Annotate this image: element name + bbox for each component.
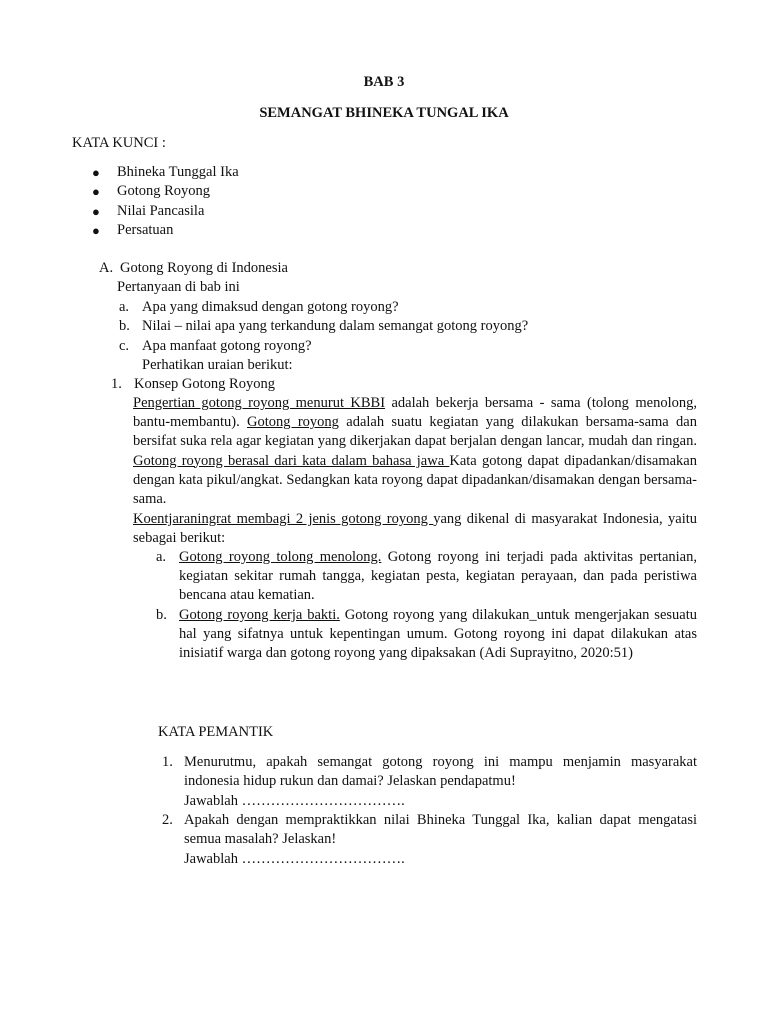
- answer-line: Jawablah …………………………….: [184, 851, 405, 867]
- type-marker: b.: [156, 607, 167, 623]
- type-title: Gotong royong tolong menolong.: [179, 549, 382, 565]
- gotong-royong-term: Gotong royong: [247, 414, 339, 431]
- pemantik-marker: 2.: [162, 812, 173, 828]
- question-marker: b.: [119, 318, 130, 334]
- chapter-label: BAB 3: [363, 74, 405, 90]
- keyword-item: Persatuan: [117, 222, 174, 238]
- question-item: Apa manfaat gotong royong?: [142, 338, 312, 354]
- concept-paragraph-2: Koentjaraningrat membagi 2 jenis gotong royong yang dikenal di masyarakat Indonesia, yaitu sebagai berikut:: [133, 511, 698, 547]
- type-item: Gotong royong tolong menolong. Gotong royong ini terjadi pada aktivitas pertanian, kegiatan sekitar rumah tangga, kegiatan pesta, kegiatan perayaan, dan pada peristiwa bencana atau kematian.: [179, 549, 697, 604]
- concept-marker: 1.: [111, 376, 122, 392]
- type-marker: a.: [156, 549, 167, 565]
- bullet-icon: ●: [92, 204, 100, 219]
- pemantik-heading: KATA PEMANTIK: [158, 724, 274, 740]
- question-marker: a.: [119, 299, 130, 315]
- koentjaraningrat-label: Koentjaraningrat membagi 2 jenis gotong royong: [133, 511, 434, 527]
- pemantik-question: Menurutmu, apakah semangat gotong royong ini mampu menjamin masyarakat indonesia hidup rukun dan damai? Jelaskan pendapatmu!: [184, 754, 697, 790]
- pemantik-question: Apakah dengan mempraktikkan nilai Bhineka Tunggal Ika, kalian dapat mengatasi semua masalah? Jelaskan!: [184, 812, 697, 848]
- section-a-heading: Gotong Royong di Indonesia: [120, 260, 288, 276]
- concept-heading: Konsep Gotong Royong: [134, 376, 275, 392]
- pemantik-marker: 1.: [162, 754, 173, 770]
- bullet-icon: ●: [92, 165, 100, 180]
- page-title: SEMANGAT BHINEKA TUNGAL IKA: [259, 105, 509, 121]
- type-item: Gotong royong kerja bakti. Gotong royong yang dilakukan_untuk mengerjakan sesuatu hal yang sifatnya untuk kepentingan umum. Gotong royong ini dapat dilakukan atas inisiatif warga dan gotong royong yang dipaksakan (Adi Suprayitno, 2020:51): [179, 607, 697, 662]
- keyword-item: Gotong Royong: [117, 183, 211, 199]
- bullet-icon: ●: [92, 223, 100, 238]
- keyword-item: Bhineka Tunggal Ika: [117, 164, 239, 180]
- question-item: Apa yang dimaksud dengan gotong royong?: [142, 299, 399, 315]
- answer-line: Jawablah …………………………….: [184, 793, 405, 809]
- concept-paragraph-1: Pengertian gotong royong menurut KBBI adalah bekerja bersama - sama (tolong menolong, bantu-membantu). Gotong royong adalah suatu kegiatan yang dilakukan bersama-sama dan bersifat suka rela agar kegiatan yang dikerjakan dapat berjalan dengan lancar, mudah dan ringan. Gotong royong berasal dari kata dalam bahasa jawa Kata gotong dapat dipadankan/disamakan dengan kata pikul/angkat. Sedangkan kata royong dapat dipadankan/disamakan dengan bersama-sama.: [133, 395, 697, 508]
- question-marker: c.: [119, 338, 130, 354]
- attention-note: Perhatikan uraian berikut:: [142, 357, 293, 373]
- section-a-marker: A.: [99, 260, 114, 276]
- keywords-heading: KATA KUNCI :: [72, 135, 166, 151]
- keyword-item: Nilai Pancasila: [117, 203, 205, 219]
- bullet-icon: ●: [92, 184, 100, 199]
- type-title: Gotong royong kerja bakti.: [179, 607, 340, 623]
- question-item: Nilai – nilai apa yang terkandung dalam semangat gotong royong?: [142, 318, 529, 334]
- etymology-label: Gotong royong berasal dari kata dalam bahasa jawa: [133, 452, 450, 469]
- section-a-intro: Pertanyaan di bab ini: [117, 279, 240, 295]
- kbbi-definition-label: Pengertian gotong royong menurut KBBI: [133, 395, 386, 411]
